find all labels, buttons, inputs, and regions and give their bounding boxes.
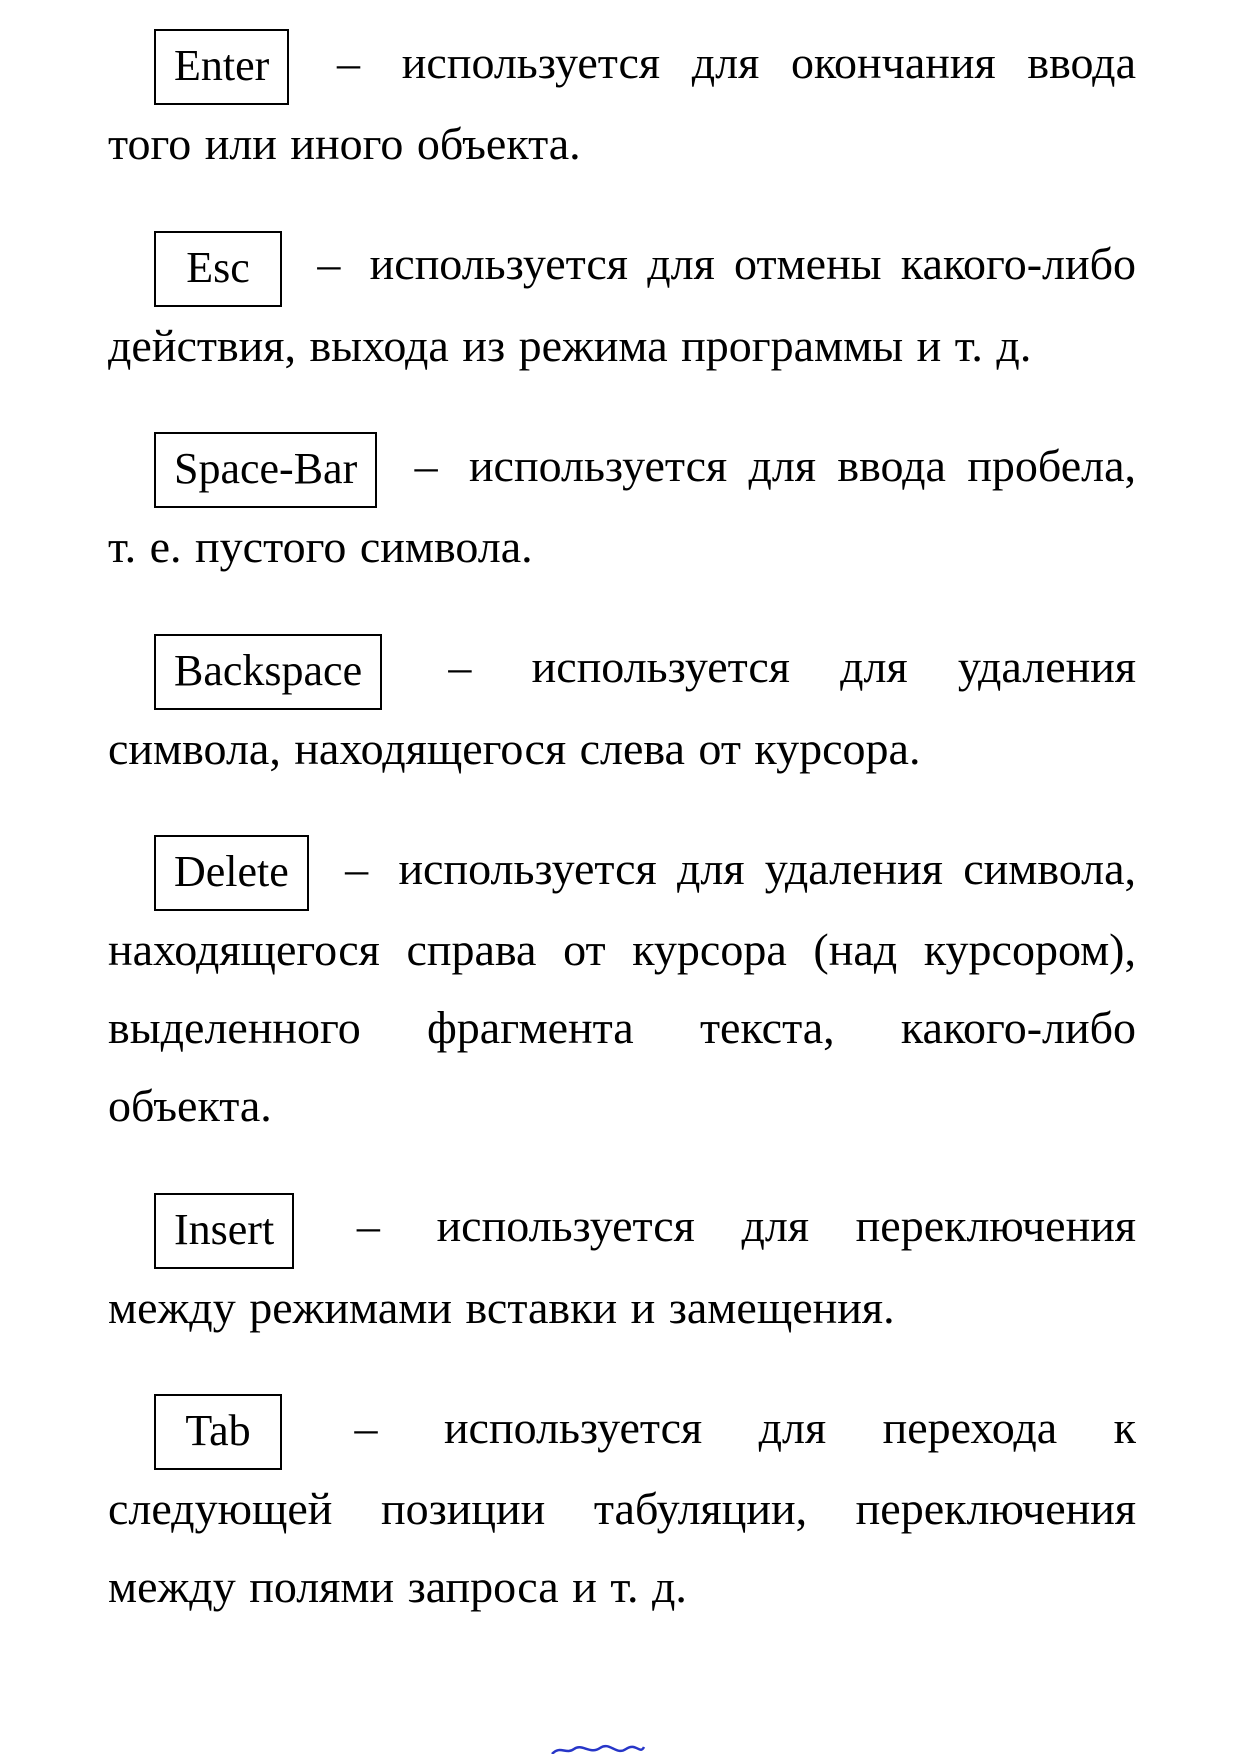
dash-separator: –: [337, 37, 361, 88]
dash-separator: –: [354, 1401, 378, 1453]
key-description-insert: используется для переключения между режимами вставки и замещения.: [108, 1200, 1136, 1333]
entry-delete: [108, 830, 1136, 1145]
entry-esc: [108, 225, 1136, 384]
dash-separator: –: [448, 641, 472, 693]
key-description-tab: используется для перехода к следующей позиции табуляции, переключения между полями запроса и т. д.: [108, 1401, 1137, 1613]
dash-separator: –: [356, 1200, 380, 1252]
key-cap-delete: Delete: [154, 835, 309, 911]
key-description-space-bar: используется для ввода пробела, т. е. пустого символа.: [108, 439, 1137, 573]
entry-enter: [108, 24, 1136, 183]
key-description-esc: используется для отмены какого-либо действия, выхода из режима программы и т. д.: [108, 238, 1137, 371]
entry-backspace: [108, 628, 1136, 787]
dash-separator: –: [345, 842, 369, 894]
dash-separator: –: [414, 439, 438, 491]
key-cap-esc: Esc: [154, 231, 282, 307]
key-cap-space-bar: Space-Bar: [154, 432, 377, 508]
key-description-delete: используется для удаления символа, находящегося справа от курсора (над курсором), выделенного фрагмента текста, какого-либо объекта.: [108, 842, 1137, 1132]
key-cap-backspace: Backspace: [154, 634, 382, 710]
entry-space-bar: [108, 427, 1136, 586]
key-description-enter: используется для окончания ввода того или иного объекта.: [108, 37, 1136, 170]
key-description-backspace: используется для удаления символа, находящегося слева от курсора.: [108, 641, 1137, 774]
clipped-blue-scribble-icon: [550, 1742, 646, 1754]
entry-insert: [108, 1187, 1136, 1346]
key-cap-insert: Insert: [154, 1193, 294, 1269]
key-cap-tab: Tab: [154, 1394, 282, 1470]
key-cap-enter: Enter: [154, 29, 289, 105]
dash-separator: –: [317, 238, 341, 290]
entry-tab: [108, 1389, 1136, 1626]
